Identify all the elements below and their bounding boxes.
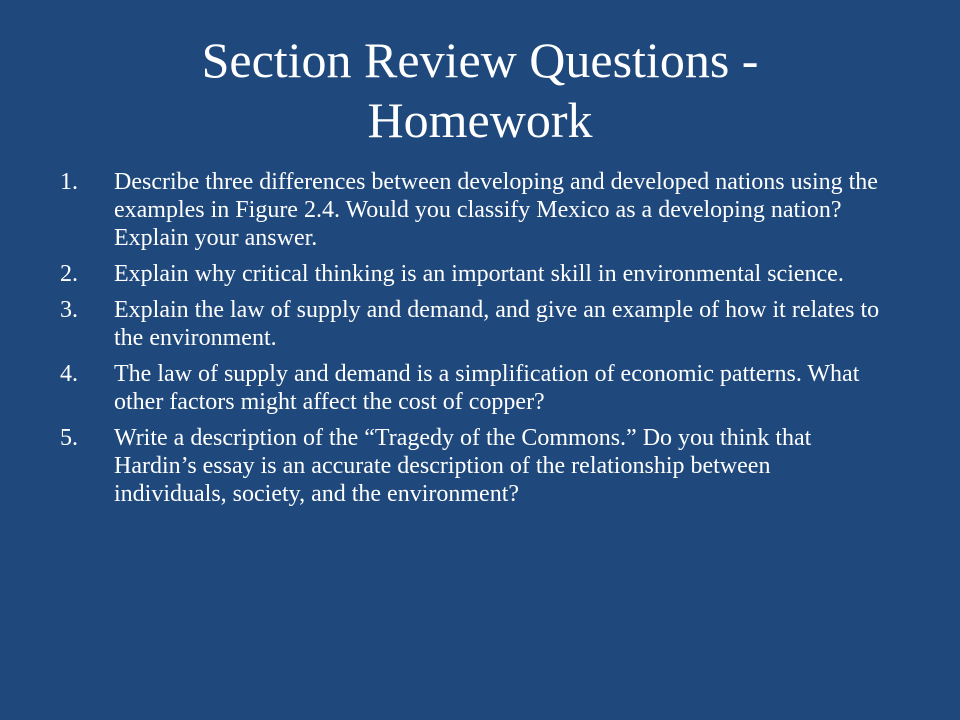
question-text: Write a description of the “Tragedy of the Commons.” Do you think that Hardin’s essay is an accurate description of the relationship between individuals, society, and the environment? — [114, 425, 812, 507]
list-item — [60, 296, 880, 352]
question-list — [60, 168, 880, 516]
question-text: Explain why critical thinking is an important skill in environmental science. — [114, 261, 844, 287]
question-number: 3. — [60, 297, 78, 323]
question-text: The law of supply and demand is a simplification of economic patterns. What other factors might affect the cost of copper? — [114, 361, 860, 415]
list-item — [60, 168, 880, 252]
list-item — [60, 424, 880, 508]
slide-title — [90, 30, 870, 150]
question-number: 5. — [60, 425, 78, 451]
question-number: 1. — [60, 169, 78, 195]
question-text: Explain the law of supply and demand, and give an example of how it relates to the environment. — [114, 297, 880, 351]
question-number: 4. — [60, 361, 78, 387]
list-item — [60, 260, 880, 288]
question-text: Describe three differences between developing and developed nations using the examples in Figure 2.4. Would you classify Mexico as a developing nation? Explain your answer. — [114, 169, 878, 251]
title-line-2: Homework — [367, 92, 593, 148]
question-number: 2. — [60, 261, 78, 287]
title-line-1: Section Review Questions - — [201, 32, 759, 88]
list-item — [60, 360, 880, 416]
